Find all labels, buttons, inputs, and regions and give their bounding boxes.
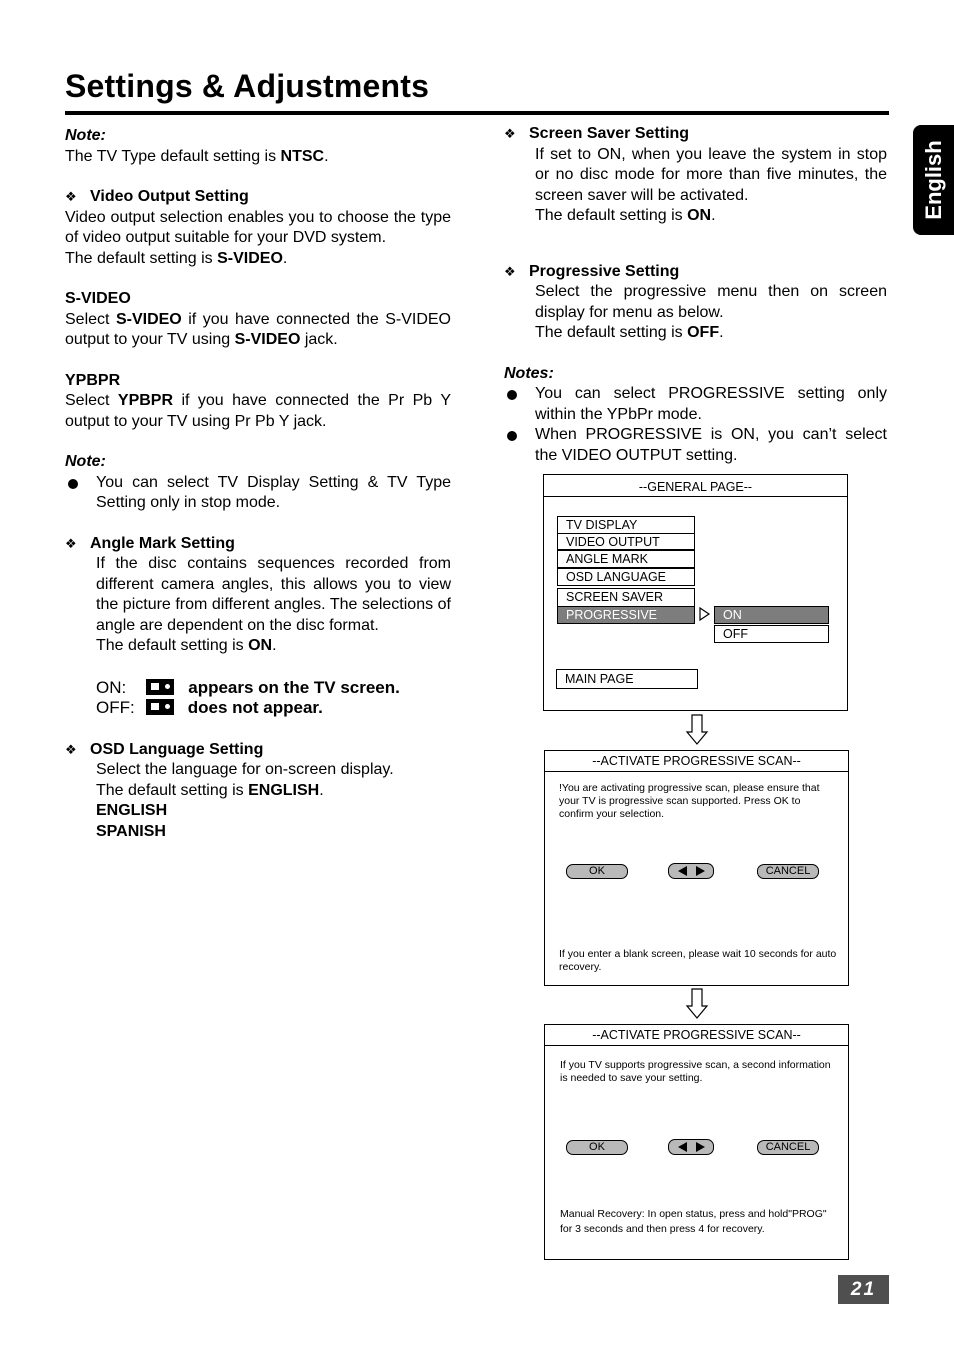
dialog1-footer: If you enter a blank screen, please wait 10 seconds for auto recovery. (559, 948, 837, 973)
language-tab-label: English (920, 140, 946, 220)
option-on[interactable]: ON (714, 606, 829, 624)
screensaver-default: The default setting is ON. (535, 207, 716, 224)
dialog2-cancel-button[interactable]: CANCEL (757, 1140, 819, 1155)
progressive-text: Select the progressive menu then on screen display for menu as below. (535, 283, 887, 321)
osd-option-spanish: SPANISH (96, 822, 166, 840)
osd-text: Select the language for on-screen display. (96, 761, 394, 778)
dialog1-cancel-button[interactable]: CANCEL (757, 864, 819, 879)
note-text: The TV Type default setting is NTSC. (65, 147, 329, 165)
dialog2-arrow-buttons[interactable] (668, 1139, 714, 1155)
main-page-button[interactable]: MAIN PAGE (556, 669, 698, 689)
menu-item-angle-mark[interactable]: ANGLE MARK (557, 550, 695, 568)
right-arrow-icon (696, 866, 705, 876)
down-arrow-icon (685, 988, 709, 1020)
diamond-bullet-icon: ❖ (65, 189, 77, 204)
menu-item-tv-display[interactable]: TV DISPLAY (557, 516, 695, 534)
ypbpr-text: Select YPBPR if you have connected the Pr Pb Y output to your TV using Pr Pb Y jack. (65, 392, 451, 430)
progressive-heading: ❖ Progressive Setting (504, 262, 887, 283)
left-column (65, 126, 451, 842)
language-tab (913, 125, 954, 235)
menu-item-osd-language[interactable]: OSD LANGUAGE (557, 568, 695, 586)
osd-heading: ❖ OSD Language Setting (65, 740, 451, 761)
progressive-default: The default setting is OFF. (535, 324, 724, 341)
diamond-bullet-icon: ❖ (504, 126, 516, 141)
left-arrow-icon (678, 1142, 687, 1152)
dialog1-header: --ACTIVATE PROGRESSIVE SCAN-- (545, 750, 848, 772)
angle-off-row: OFF: does not appear. (96, 698, 323, 717)
note2-label: Note: (65, 453, 106, 470)
menu-item-screen-saver[interactable]: SCREEN SAVER (557, 588, 695, 606)
note-label: Note: (65, 127, 106, 144)
notes-bullet: You can select PROGRESSIVE setting only within the YPbPr mode. (504, 384, 887, 425)
video-output-heading: ❖ Video Output Setting (65, 187, 451, 208)
svideo-heading: S-VIDEO (65, 290, 131, 307)
diamond-bullet-icon: ❖ (65, 741, 77, 757)
notes-bullet: When PROGRESSIVE is ON, you can’t select the VIDEO OUTPUT setting. (504, 425, 887, 466)
osd-option-english: ENGLISH (96, 802, 168, 819)
down-arrow-icon (685, 714, 709, 746)
angle-camera-icon (146, 679, 174, 695)
angle-text: If the disc contains sequences recorded from different camera angles, this allows you to view the picture from different angles. The selections of angle are dependent on the disc format. (96, 555, 451, 634)
osd-default: The default setting is ENGLISH. (96, 781, 324, 799)
screensaver-heading: ❖ Screen Saver Setting (504, 124, 887, 145)
dialog1-ok-button[interactable]: OK (566, 864, 628, 879)
angle-on-row: ON: appears on the TV screen. (96, 677, 400, 697)
dialog2-header: --ACTIVATE PROGRESSIVE SCAN-- (545, 1024, 848, 1046)
ypbpr-heading: YPBPR (65, 371, 121, 389)
page-number: 21 (838, 1275, 889, 1304)
note2-bullet: You can select TV Display Setting & TV Type Setting only in stop mode. (65, 473, 451, 514)
dialog2-ok-button[interactable]: OK (566, 1140, 628, 1155)
diamond-bullet-icon: ❖ (504, 263, 516, 279)
notes-label: Notes: (504, 364, 554, 382)
title-rule (65, 111, 889, 115)
right-arrow-icon (696, 1142, 705, 1152)
right-column (504, 124, 887, 466)
screensaver-text: If set to ON, when you leave the system in stop or no disc mode for more than five minutes, the screen saver will be activated. (535, 145, 887, 204)
angle-camera-icon (146, 699, 174, 715)
svideo-text: Select S-VIDEO if you have connected the S-VIDEO output to your TV using S-VIDEO jack. (65, 310, 451, 348)
page-title: Settings & Adjustments (65, 68, 430, 104)
dialog2-footer: Manual Recovery: In open status, press and hold"PROG" for 3 seconds and then press 4 for recovery. (560, 1208, 827, 1235)
video-output-text: Video output selection enables you to choose the type of video output suitable for your DVD system. (65, 208, 451, 246)
dialog1-message: !You are activating progressive scan, please ensure that your TV is progressive scan supported. Press OK to confirm your selection. (559, 782, 820, 820)
video-output-default: The default setting is S-VIDEO. (65, 249, 288, 267)
dialog2-message: If you TV supports progressive scan, a second information is needed to save your setting. (560, 1059, 831, 1084)
option-off[interactable]: OFF (714, 625, 829, 643)
diamond-bullet-icon: ❖ (65, 535, 77, 551)
menu-item-progressive[interactable]: PROGRESSIVE (557, 606, 695, 624)
left-arrow-icon (678, 866, 687, 876)
angle-default: The default setting is ON. (96, 637, 277, 654)
menu-item-video-output[interactable]: VIDEO OUTPUT (557, 533, 695, 550)
play-arrow-icon (699, 607, 711, 621)
dialog1-arrow-buttons[interactable] (668, 863, 714, 879)
general-page-header: --GENERAL PAGE-- (544, 474, 847, 497)
angle-heading: ❖ Angle Mark Setting (65, 534, 451, 555)
